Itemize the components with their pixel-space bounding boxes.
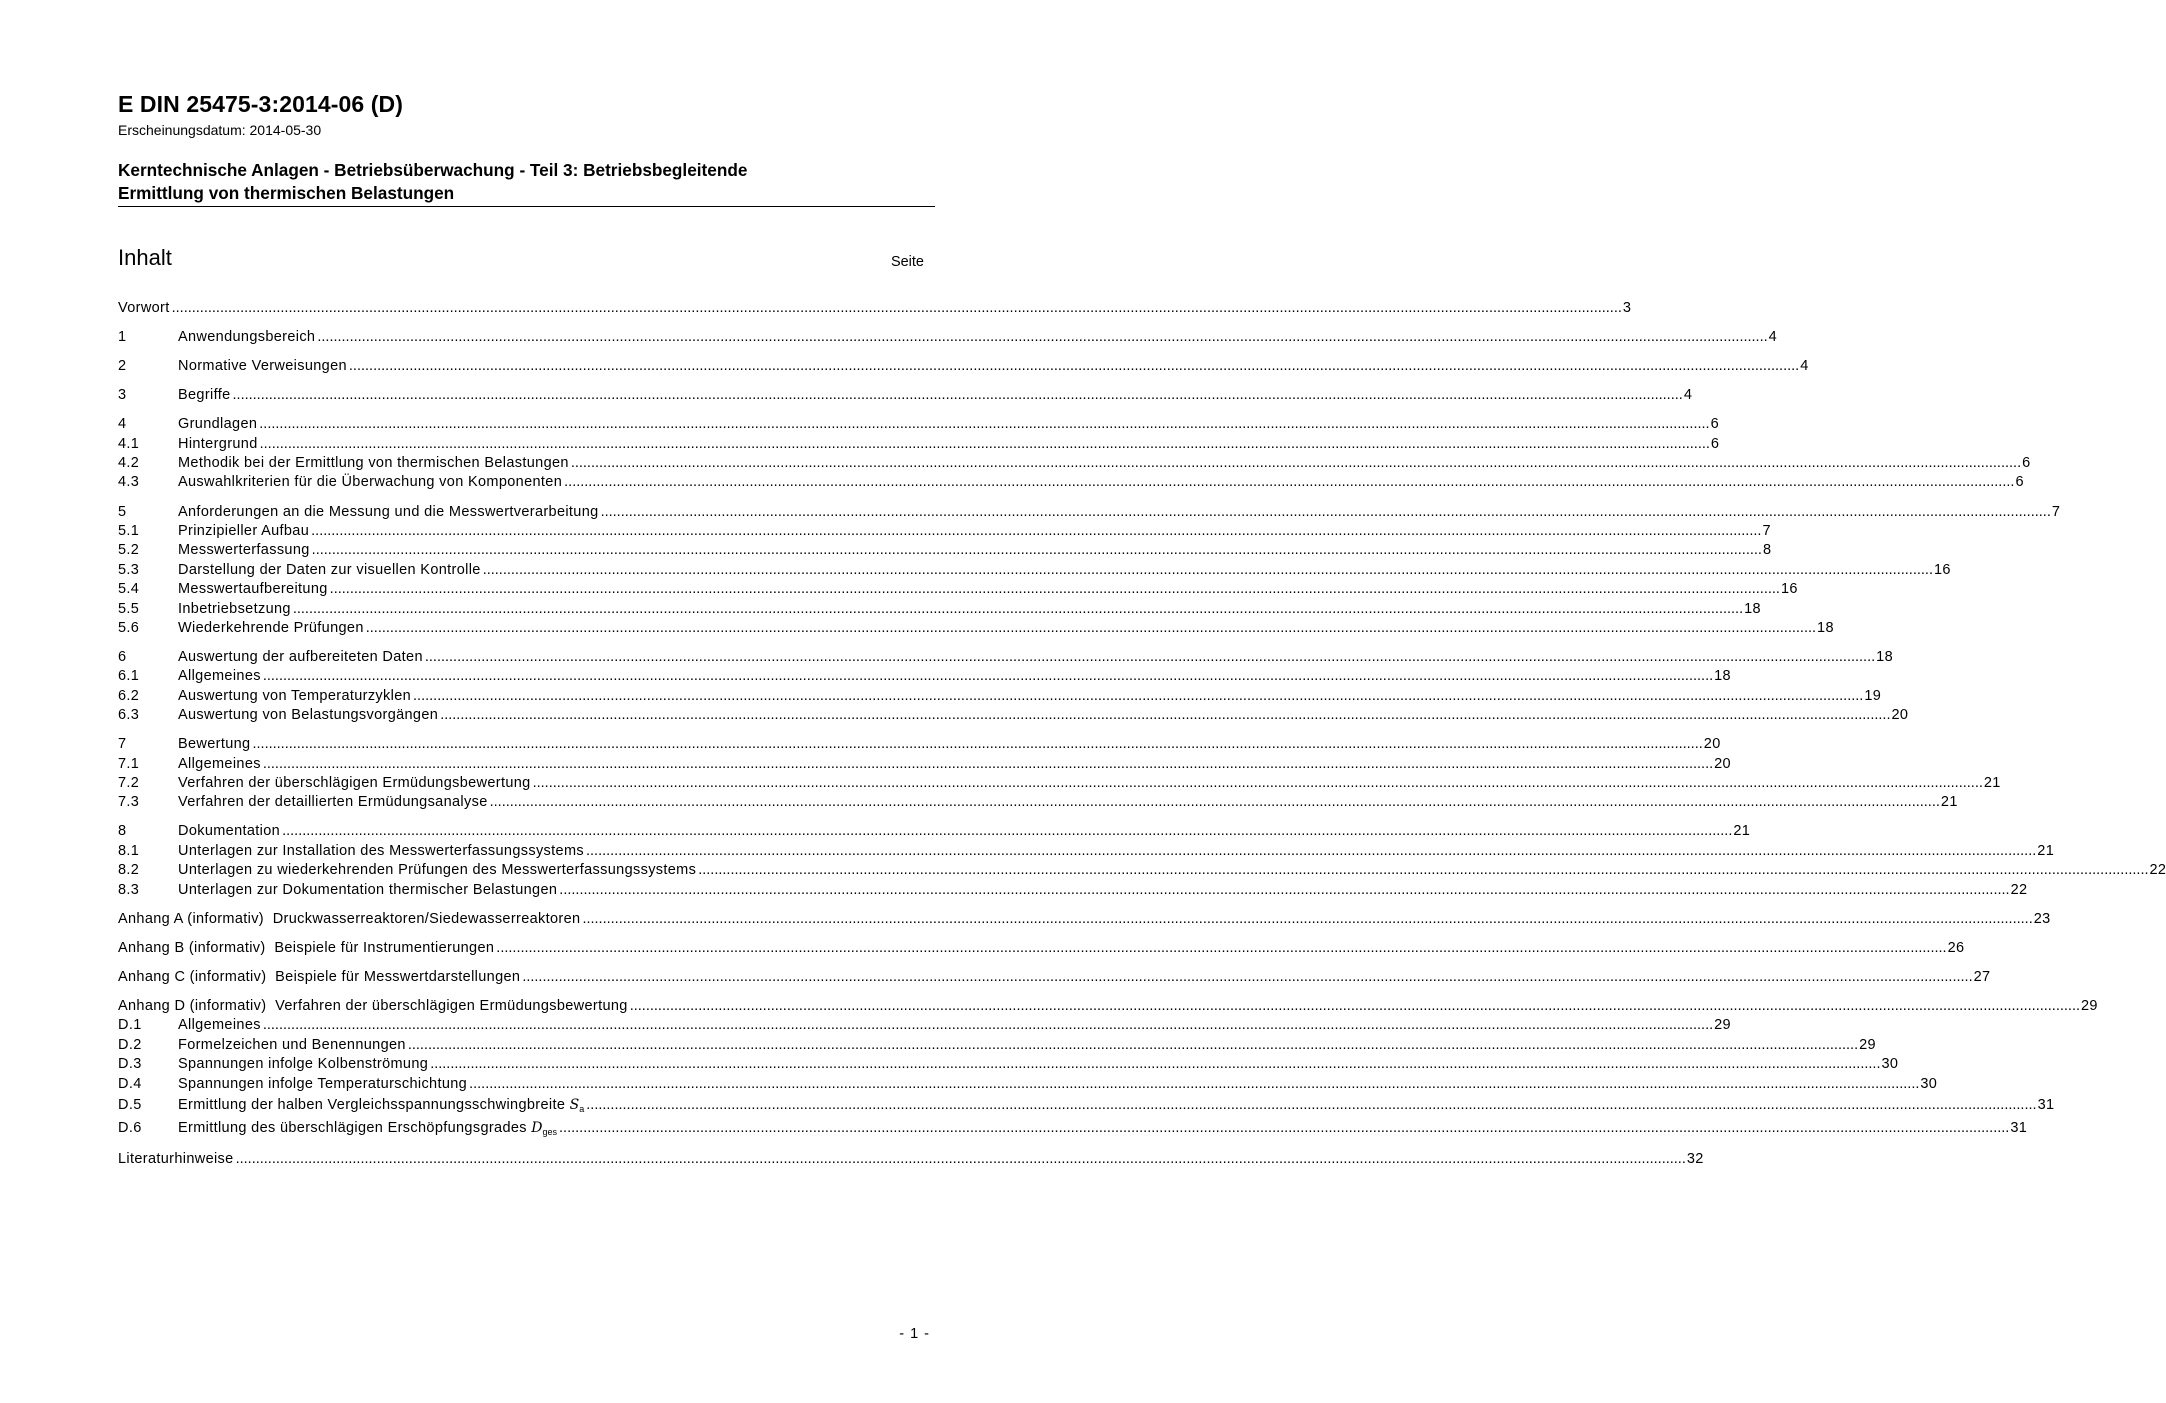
toc-group-4 <box>118 415 2031 493</box>
toc-entry-page: 6 <box>1710 416 1719 433</box>
toc-leader-dots <box>236 1150 1686 1169</box>
toc-entry-number: 3 <box>118 387 127 404</box>
toc-leader-dots <box>413 687 1863 706</box>
toc-entry-page: 32 <box>1686 1150 1704 1167</box>
toc-leader-dots <box>366 619 1816 638</box>
toc-entry-page: 31 <box>2037 1096 2055 1113</box>
document-title <box>118 159 933 205</box>
toc-group-annex-d <box>118 997 2098 1140</box>
formula-symbol <box>570 1097 585 1113</box>
toc-leader-dots <box>233 386 1683 405</box>
toc-leader-dots <box>312 541 1762 560</box>
toc-entry-number: 4.1 <box>118 435 140 452</box>
toc-leader-dots <box>559 881 2009 900</box>
toc-leader-dots <box>282 822 1732 841</box>
page-number: - 1 - <box>899 1326 930 1342</box>
toc-entry-5-6[interactable] <box>118 619 1834 638</box>
toc-leader-dots <box>317 328 1767 347</box>
toc-entry-number: 5.6 <box>118 619 140 636</box>
toc-leader-dots <box>559 1117 2009 1140</box>
toc-entry-number: 6.3 <box>118 707 140 724</box>
toc-entry-number: 6.2 <box>118 687 140 704</box>
toc-entry-title: Messwertaufbereitung <box>178 581 328 598</box>
toc-entry-1[interactable] <box>118 328 1778 347</box>
title-divider <box>118 206 935 207</box>
toc-entry-number: 8.3 <box>118 881 140 898</box>
toc-entry-title: Spannungen infolge Kolbenströmung <box>178 1056 429 1073</box>
toc-entry-number: 2 <box>118 358 127 375</box>
toc-entry-literatur[interactable] <box>118 1150 1704 1169</box>
toc-entry-title: Anhang B (informativ) Beispiele für Instrumentierungen <box>118 939 495 956</box>
toc-entry-number: 5.2 <box>118 542 140 559</box>
toc-entry-5-3[interactable] <box>118 561 1951 580</box>
toc-entry-6-1[interactable] <box>118 667 1731 686</box>
toc-leader-dots <box>571 454 2021 473</box>
toc-entry-number: 4.3 <box>118 474 140 491</box>
toc-entry-8-2[interactable] <box>118 861 2166 880</box>
toc-group-8 <box>118 822 2166 900</box>
toc-entry-title: Dokumentation <box>178 823 281 840</box>
toc-entry-5-2[interactable] <box>118 541 1772 560</box>
toc-leader-dots <box>263 1016 1713 1035</box>
toc-entry-number: 5.5 <box>118 600 140 617</box>
toc-leader-dots <box>311 522 1761 541</box>
toc-entry-title: Anhang A (informativ) Druckwasserreaktoren/Siedewasserreaktoren <box>118 910 581 927</box>
toc-entry-title: Unterlagen zur Installation des Messwerterfassungssystems <box>178 842 584 859</box>
toc-entry-annex-a[interactable] <box>118 910 2051 929</box>
toc-group-6 <box>118 648 1909 726</box>
toc-entry-page: 27 <box>1973 968 1991 985</box>
toc-entry-4-1[interactable] <box>118 435 1720 454</box>
publication-date: Erscheinungsdatum: 2014-05-30 <box>118 122 322 138</box>
toc-leader-dots <box>293 600 1743 619</box>
toc-entry-page: 7 <box>1762 522 1771 539</box>
toc-entry-title: Begriffe <box>178 387 231 404</box>
toc-entry-page: 30 <box>1881 1056 1899 1073</box>
toc-entry-title: Bewertung <box>178 736 251 753</box>
toc-entry-6-2[interactable] <box>118 687 1882 706</box>
toc-entry-d-1[interactable] <box>118 1016 1731 1035</box>
toc-entry-page: 18 <box>1817 619 1834 636</box>
toc-entry-page: 18 <box>1744 600 1761 617</box>
toc-leader-dots <box>430 1055 1880 1074</box>
toc-entry-page: 4 <box>1683 387 1693 404</box>
toc-entry-title: Inbetriebsetzung <box>178 600 291 617</box>
toc-entry-title: Grundlagen <box>178 416 258 433</box>
toc-entry-title: Anwendungsbereich <box>178 329 316 346</box>
toc-entry-page: 22 <box>2010 881 2028 898</box>
toc-leader-dots <box>533 774 1983 793</box>
toc-entry-page: 21 <box>1733 823 1751 840</box>
toc-entry-page: 30 <box>1920 1075 1938 1092</box>
toc-entry-title: Auswahlkriterien für die Überwachung von Komponenten <box>178 474 563 491</box>
toc-group-annex-c <box>118 968 1991 987</box>
toc-entry-number: 7 <box>118 736 127 753</box>
toc-entry-4-2[interactable] <box>118 454 2031 473</box>
toc-entry-page: 21 <box>1983 775 2001 792</box>
toc-entry-number: 1 <box>118 329 127 346</box>
toc-entry-7-1[interactable] <box>118 755 1731 774</box>
toc-entry-page: 22 <box>2149 862 2166 879</box>
toc-entry-title: Wiederkehrende Prüfungen <box>178 619 364 636</box>
toc-entry-d-5[interactable] <box>118 1094 2055 1117</box>
toc-entry-d-2[interactable] <box>118 1036 1876 1055</box>
toc-leader-dots <box>349 357 1799 376</box>
toc-entry-page: 23 <box>2033 910 2051 927</box>
formula-symbol-subscript: a <box>579 1103 585 1114</box>
page-column-label: Seite <box>890 254 924 270</box>
toc-group-vorwort <box>118 299 1632 318</box>
toc-entry-title: Prinzipieller Aufbau <box>178 522 310 539</box>
toc-entry-title: Verfahren der detaillierten Ermüdungsanalyse <box>178 794 488 811</box>
toc-entry-4-3[interactable] <box>118 473 2024 492</box>
toc-entry-page: 19 <box>1864 687 1882 704</box>
toc-entry-8[interactable] <box>118 822 1751 841</box>
toc-entry-page: 18 <box>1714 668 1731 685</box>
toc-leader-dots <box>586 1094 2036 1117</box>
toc-entry-title: Methodik bei der Ermittlung von thermischen Belastungen <box>178 455 569 472</box>
toc-entry-title <box>178 1117 557 1140</box>
toc-entry-number: 8.1 <box>118 842 140 859</box>
toc-entry-annex-b[interactable] <box>118 939 1965 958</box>
document-title-line-2: Ermittlung von thermischen Belastungen <box>118 183 455 203</box>
toc-entry-7[interactable] <box>118 735 1721 754</box>
toc-entry-title: Unterlagen zur Dokumentation thermischer Belastungen <box>178 881 558 898</box>
toc-entry-title: Formelzeichen und Benennungen <box>178 1036 406 1053</box>
toc-entry-d-3[interactable] <box>118 1055 1899 1074</box>
toc-entry-number: 4 <box>118 416 127 433</box>
toc-leader-dots <box>582 910 2032 929</box>
toc-entry-8-3[interactable] <box>118 881 2028 900</box>
toc-leader-dots <box>330 580 1780 599</box>
toc-entry-page: 16 <box>1780 581 1798 598</box>
toc-entry-page: 31 <box>2010 1119 2028 1136</box>
toc-entry-title: Anhang D (informativ) Verfahren der überschlägigen Ermüdungsbewertung <box>118 997 628 1014</box>
toc-entry-vorwort[interactable] <box>118 299 1632 318</box>
toc-leader-dots <box>252 735 1702 754</box>
toc-entry-number: 6.1 <box>118 668 140 685</box>
toc-entry-5-5[interactable] <box>118 600 1761 619</box>
toc-entry-5-1[interactable] <box>118 522 1771 541</box>
toc-entry-page: 20 <box>1703 736 1721 753</box>
toc-entry-3[interactable] <box>118 386 1693 405</box>
toc-entry-page: 29 <box>1859 1036 1876 1053</box>
toc-group-5 <box>118 503 2061 639</box>
toc-leader-dots <box>496 939 1946 958</box>
toc-entry-title: Hintergrund <box>178 435 258 452</box>
toc-entry-title: Vorwort <box>118 300 170 316</box>
document-title-line-1: Kerntechnische Anlagen - Betriebsüberwachung - Teil 3: Betriebsbegleitende <box>118 160 748 180</box>
toc-entry-annex-c[interactable] <box>118 968 1991 987</box>
toc-group-2 <box>118 357 1809 376</box>
toc-entry-title: Darstellung der Daten zur visuellen Kontrolle <box>178 561 481 578</box>
toc-entry-title: Normative Verweisungen <box>178 358 347 375</box>
toc-heading: Inhalt <box>118 245 172 270</box>
toc-leader-dots <box>698 861 2148 880</box>
toc-entry-8-1[interactable] <box>118 842 2055 861</box>
toc-entry-number: D.5 <box>118 1096 142 1113</box>
toc-entry-page: 20 <box>1891 707 1909 724</box>
toc-entry-page: 7 <box>2051 503 2061 520</box>
toc-leader-dots <box>172 299 1622 318</box>
toc-leader-dots <box>425 648 1875 667</box>
toc-entry-number: 7.2 <box>118 775 140 792</box>
toc-entry-number: 5.3 <box>118 561 140 578</box>
toc-entry-title: Spannungen infolge Temperaturschichtung <box>178 1075 468 1092</box>
toc-entry-title: Verfahren der überschlägigen Ermüdungsbewertung <box>178 775 531 792</box>
toc-group-3 <box>118 386 1693 405</box>
toc-leader-dots <box>564 473 2014 492</box>
toc-entry-7-2[interactable] <box>118 774 2001 793</box>
toc-entry-title: Allgemeines <box>178 755 261 772</box>
toc-entry-title: Messwerterfassung <box>178 542 310 559</box>
toc-entry-page: 21 <box>2037 842 2055 859</box>
toc-entry-title: Anhang C (informativ) Beispiele für Messwertdarstellungen <box>118 968 521 985</box>
toc-leader-dots <box>260 435 1710 454</box>
toc-entry-6[interactable] <box>118 648 1893 667</box>
toc-entry-number: D.2 <box>118 1036 142 1053</box>
toc-group-7 <box>118 735 2001 813</box>
formula-symbol <box>531 1120 557 1136</box>
toc-entry-title: Allgemeines <box>178 1017 261 1034</box>
document-number: E DIN 25475-3:2014-06 (D) <box>118 91 404 117</box>
toc-leader-dots <box>408 1036 1858 1055</box>
table-of-contents <box>118 299 2166 1179</box>
toc-entry-page: 20 <box>1714 755 1731 772</box>
toc-entry-title: Literaturhinweise <box>118 1150 234 1167</box>
toc-leader-dots <box>490 793 1940 812</box>
toc-entry-page: 6 <box>1710 435 1720 452</box>
toc-entry-page: 29 <box>1714 1017 1731 1034</box>
toc-entry-number: 8.2 <box>118 862 140 879</box>
toc-entry-page: 8 <box>1762 542 1772 559</box>
toc-entry-number: D.1 <box>118 1017 142 1034</box>
toc-entry-page: 29 <box>2081 997 2098 1014</box>
toc-entry-title <box>178 1094 584 1117</box>
toc-entry-number: 5 <box>118 503 127 520</box>
toc-entry-d-6[interactable] <box>118 1117 2028 1140</box>
toc-entry-title: Anforderungen an die Messung und die Messwertverarbeitung <box>178 503 599 520</box>
toc-leader-dots <box>483 561 1933 580</box>
toc-leader-dots <box>586 842 2036 861</box>
toc-entry-5[interactable] <box>118 503 2061 522</box>
toc-leader-dots <box>522 968 1972 987</box>
toc-entry-number: 6 <box>118 648 127 665</box>
toc-entry-number: 5.1 <box>118 522 140 539</box>
toc-entry-title-text: Ermittlung des überschlägigen Erschöpfungsgrades <box>178 1119 527 1136</box>
toc-entry-5-4[interactable] <box>118 580 1798 599</box>
toc-group-literatur <box>118 1150 1704 1169</box>
formula-symbol-main: D <box>531 1119 543 1136</box>
toc-entry-title: Auswertung der aufbereiteten Daten <box>178 648 423 665</box>
toc-entry-number: 7.1 <box>118 755 140 772</box>
toc-entry-page: 6 <box>2022 455 2031 472</box>
toc-entry-title: Allgemeines <box>178 668 261 685</box>
toc-entry-number: D.6 <box>118 1119 142 1136</box>
toc-entry-page: 6 <box>2015 474 2024 491</box>
formula-symbol-main: S <box>569 1096 580 1113</box>
toc-entry-number: D.3 <box>118 1056 142 1073</box>
toc-group-1 <box>118 328 1778 347</box>
toc-entry-title-text: Ermittlung der halben Vergleichsspannungsschwingbreite <box>178 1096 566 1113</box>
toc-entry-page: 21 <box>1940 794 1958 811</box>
toc-entry-number: D.4 <box>118 1075 142 1092</box>
toc-leader-dots <box>601 503 2051 522</box>
toc-entry-number: 5.4 <box>118 581 140 598</box>
toc-entry-page: 4 <box>1768 329 1778 346</box>
toc-entry-number: 4.2 <box>118 455 140 472</box>
toc-entry-page: 3 <box>1622 300 1632 316</box>
toc-entry-d-4[interactable] <box>118 1075 1938 1094</box>
toc-group-annex-b <box>118 939 1965 958</box>
toc-entry-page: 16 <box>1933 561 1951 578</box>
toc-leader-dots <box>259 415 1709 434</box>
toc-entry-4[interactable] <box>118 415 1719 434</box>
toc-entry-title: Unterlagen zu wiederkehrenden Prüfungen des Messwerterfassungssystems <box>178 862 697 879</box>
toc-entry-6-3[interactable] <box>118 706 1909 725</box>
toc-group-annex-a <box>118 910 2051 929</box>
toc-leader-dots <box>263 667 1713 686</box>
formula-symbol-subscript: ges <box>542 1126 558 1137</box>
toc-entry-title: Auswertung von Temperaturzyklen <box>178 687 412 704</box>
toc-leader-dots <box>263 755 1713 774</box>
toc-entry-2[interactable] <box>118 357 1809 376</box>
toc-entry-annex-d[interactable] <box>118 997 2098 1016</box>
toc-entry-page: 26 <box>1947 939 1965 956</box>
toc-entry-title: Auswertung von Belastungsvorgängen <box>178 707 439 724</box>
toc-leader-dots <box>469 1075 1919 1094</box>
toc-entry-7-3[interactable] <box>118 793 1958 812</box>
toc-entry-number: 8 <box>118 823 127 840</box>
toc-entry-number: 7.3 <box>118 794 140 811</box>
toc-leader-dots <box>630 997 2080 1016</box>
toc-entry-page: 18 <box>1876 648 1893 665</box>
toc-entry-page: 4 <box>1800 358 1809 375</box>
toc-leader-dots <box>440 706 1890 725</box>
